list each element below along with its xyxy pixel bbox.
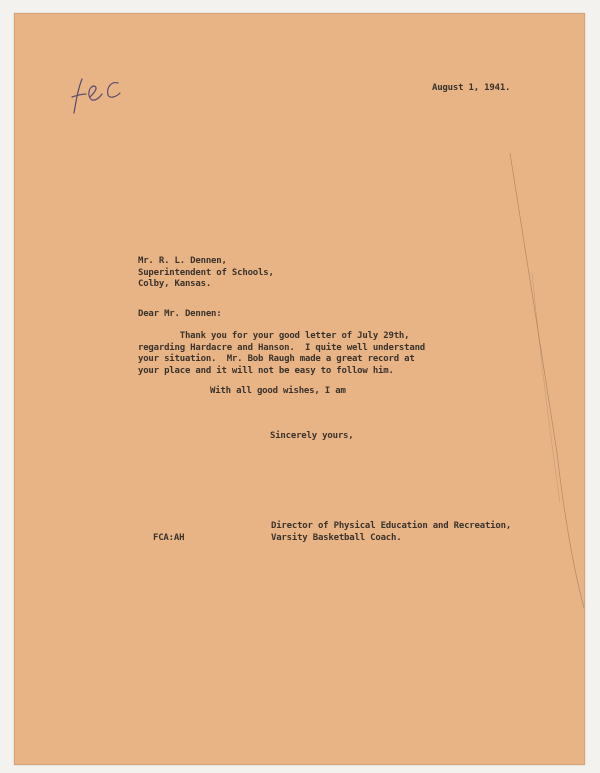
good-wishes-line: With all good wishes, I am (210, 386, 346, 396)
paper-crease (502, 153, 592, 613)
reference-initials: FCA:AH (153, 533, 185, 543)
address-line: Mr. R. L. Dennen, (138, 256, 227, 266)
body-line: Thank you for your good letter of July 29th, (138, 331, 410, 341)
letter-body (138, 331, 425, 377)
body-line: regarding Hardacre and Hanson. I quite well understand (138, 342, 426, 353)
body-line: your situation. Mr. Bob Raugh made a great record at (138, 354, 415, 364)
signature-block (271, 521, 511, 544)
signature-line: Director of Physical Education and Recreation, (271, 521, 512, 531)
address-line: Colby, Kansas. (138, 279, 212, 289)
signature-line: Varsity Basketball Coach. (271, 532, 402, 543)
salutation: Dear Mr. Dennen: (138, 309, 222, 319)
address-line: Superintendent of Schools, (138, 267, 274, 278)
letter-page (14, 13, 585, 765)
handwritten-annotation (68, 69, 138, 117)
letter-date: August 1, 1941. (432, 83, 511, 93)
recipient-address (138, 256, 274, 291)
body-line: your place and it will not be easy to follow him. (138, 365, 394, 376)
complimentary-close: Sincerely yours, (270, 431, 354, 441)
